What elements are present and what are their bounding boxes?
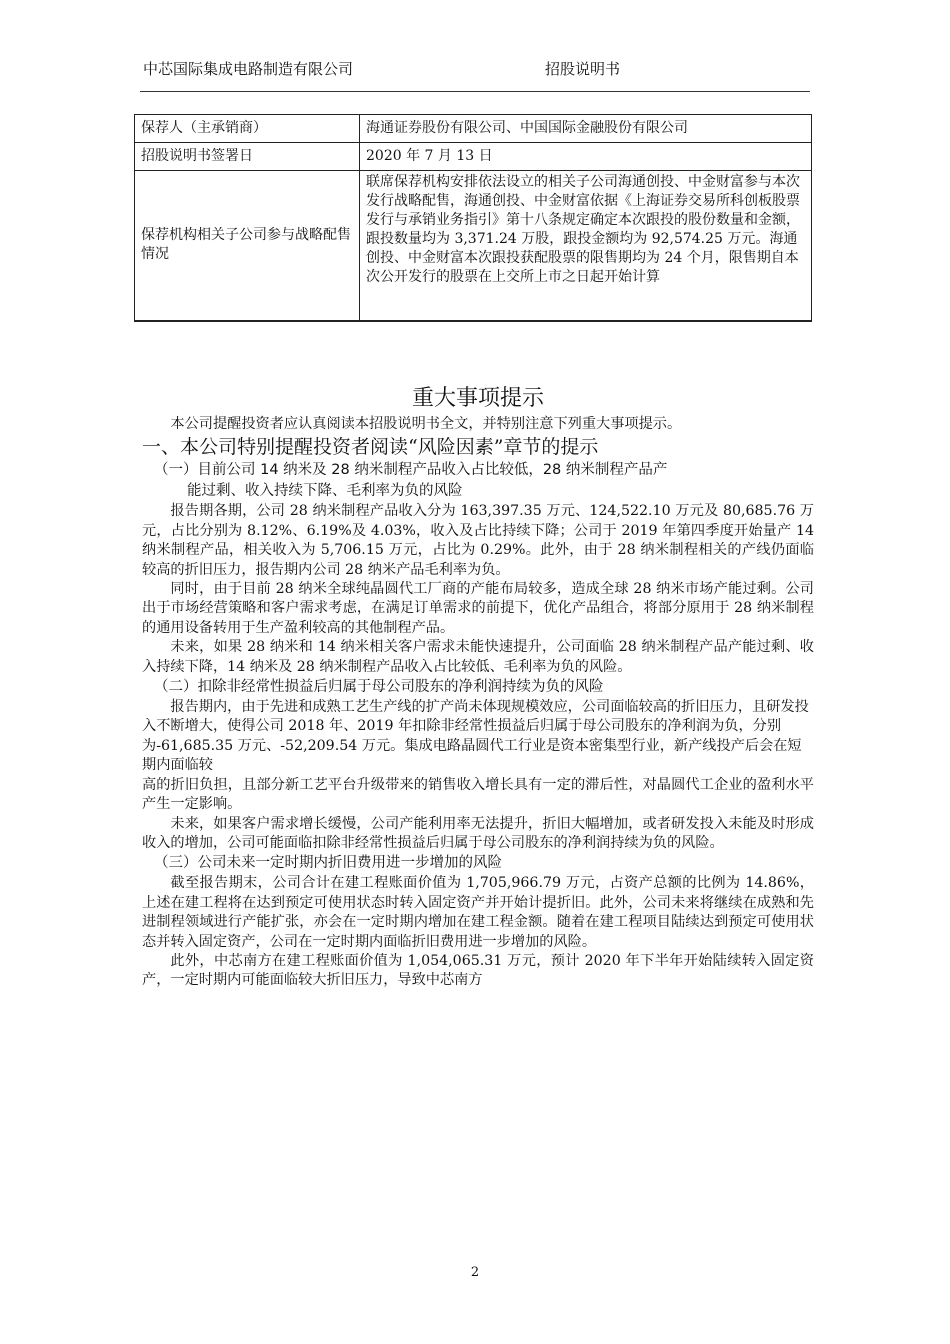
row-label: 保荐机构相关子公司参与战略配售情况 <box>135 171 360 321</box>
page-header <box>140 58 810 94</box>
table-row <box>135 115 812 143</box>
header-rule <box>140 91 810 92</box>
paragraph: 未来，如果客户需求增长缓慢，公司产能利用率无法提升，折旧大幅增加，或者研发投入未能及时形成收入的增加，公司可能面临扣除非经常性损益后归属于母公司股东的净利润持续为负的风险。 <box>142 815 814 851</box>
paragraph: 截至报告期末，公司合计在建工程账面价值为 1,705,966.79 万元，占资产总额的比例为 14.86%，上述在建工程将在达到预定可使用状态时转入固定资产并开始计提折旧。此外，公司未来将继续在成熟和先进制程领域进行产能扩张，亦会在一定时期内增加在建工程金额。随着在建工程项目陆续达到预定可使用状态并转入固定资产，公司在一定时期内面临折旧费用进一步增加的风险。 <box>142 875 814 950</box>
company-name: 中芯国际集成电路制造有限公司 <box>143 60 354 78</box>
subsection-title: 扣除非经常性损益后归属于母公司股东的净利润持续为负的风险 <box>197 679 604 696</box>
subsection-heading-3 <box>142 853 814 874</box>
paragraph: 此外，中芯南方在建工程账面价值为 1,054,065.31 万元，预计 2020 年下半年开始陆续转入固定资产，一定时期内可能面临较大折旧压力，导致中芯南方 <box>142 952 814 989</box>
subsection-title: 公司未来一定时期内折旧费用进一步增加的风险 <box>197 855 502 872</box>
subsection-number: （二） <box>154 679 198 696</box>
table-row <box>135 171 812 321</box>
paragraph: 报告期内，由于先进和成熟工艺生产线的扩产尚未体现规模效应，公司面临较高的折旧压力，且研发投入不断增大，使得公司 2018 年、2019 年扣除非经常性损益后归属于母公司股东的净利润为负，分别为-61,685.35 万元、-52,209.54 万元。集成电路晶圆代工行业是资本密集型行业，新产线投产后会在短期内面临较 <box>142 699 809 774</box>
paragraph: 报告期各期，公司 28 纳米制程产品收入分为 163,397.35 万元、124,522.10 万元及 80,685.76 万元，占比分别为 8.12%、6.19%及 4.03%，收入及占比持续下降；公司于 2019 年第四季度开始量产 14 纳米制程产品，相关收入为 5,706.15 万元，占比为 0.29%。此外，由于 28 纳米制程相关的产线仍面临较高的折旧压力，报告期内公司 28 纳米产品毛利率为负。 <box>142 503 814 578</box>
paragraph: 高的折旧负担，且部分新工艺平台升级带来的销售收入增长具有一定的滞后性，对晶圆代工企业的盈利水平产生一定影响。 <box>142 776 814 813</box>
paragraph: 未来，如果 28 纳米和 14 纳米相关客户需求未能快速提升，公司面临 28 纳米制程产品产能过剩、收入持续下降，14 纳米及 28 纳米制程产品收入占比较低、毛利率为负的风险。 <box>142 639 814 675</box>
row-label: 招股说明书签署日 <box>135 143 360 171</box>
paragraph: 同时，由于目前 28 纳米全球纯晶圆代工厂商的产能布局较多，造成全球 28 纳米市场产能过剩。公司出于市场经营策略和客户需求考虑，在满足订单需求的前提下，优化产品组合，将部分原用于 28 纳米制程的通用设备转用于生产盈利较高的其他制程产品。 <box>142 581 814 636</box>
table-row <box>135 143 812 171</box>
row-value: 联席保荐机构安排依法设立的相关子公司海通创投、中金财富参与本次发行战略配售，海通创投、中金财富依据《上海证券交易所科创板股票发行与承销业务指引》第十八条规定确定本次跟投的股份数量和金额，跟投数量均为 3,371.24 万股，跟投金额均为 92,574.25 万元。海通创投、中金财富本次跟投获配股票的限售期均为 24 个月，限售期自本次公开发行的股票在上交所上市之日起开始计算 <box>360 171 812 321</box>
subsection-heading-1 <box>142 460 814 502</box>
intro-paragraph: 本公司提醒投资者应认真阅读本招股说明书全文，并特别注意下列重大事项提示。 <box>170 416 682 432</box>
subsection-number: （一） <box>154 462 198 479</box>
subsection-number: （三） <box>154 855 198 872</box>
document-type: 招股说明书 <box>545 60 621 78</box>
row-label: 保荐人（主承销商） <box>135 115 360 143</box>
section-heading: 一、本公司特别提醒投资者阅读“风险因素”章节的提示 <box>142 436 599 459</box>
row-value: 海通证券股份有限公司、中国国际金融股份有限公司 <box>360 115 812 143</box>
subsection-heading-2 <box>142 677 814 698</box>
subsection-title-cont: 能过剩、收入持续下降、毛利率为负的风险 <box>187 483 463 500</box>
subsection-title: 目前公司 14 纳米及 28 纳米制程产品收入占比较低，28 纳米制程产品产 <box>197 462 668 479</box>
info-table <box>134 114 812 322</box>
document-body <box>142 385 814 991</box>
row-value: 2020 年 7 月 13 日 <box>360 143 812 171</box>
page-number: 2 <box>470 1265 480 1280</box>
page-title: 重大事项提示 <box>411 386 544 411</box>
